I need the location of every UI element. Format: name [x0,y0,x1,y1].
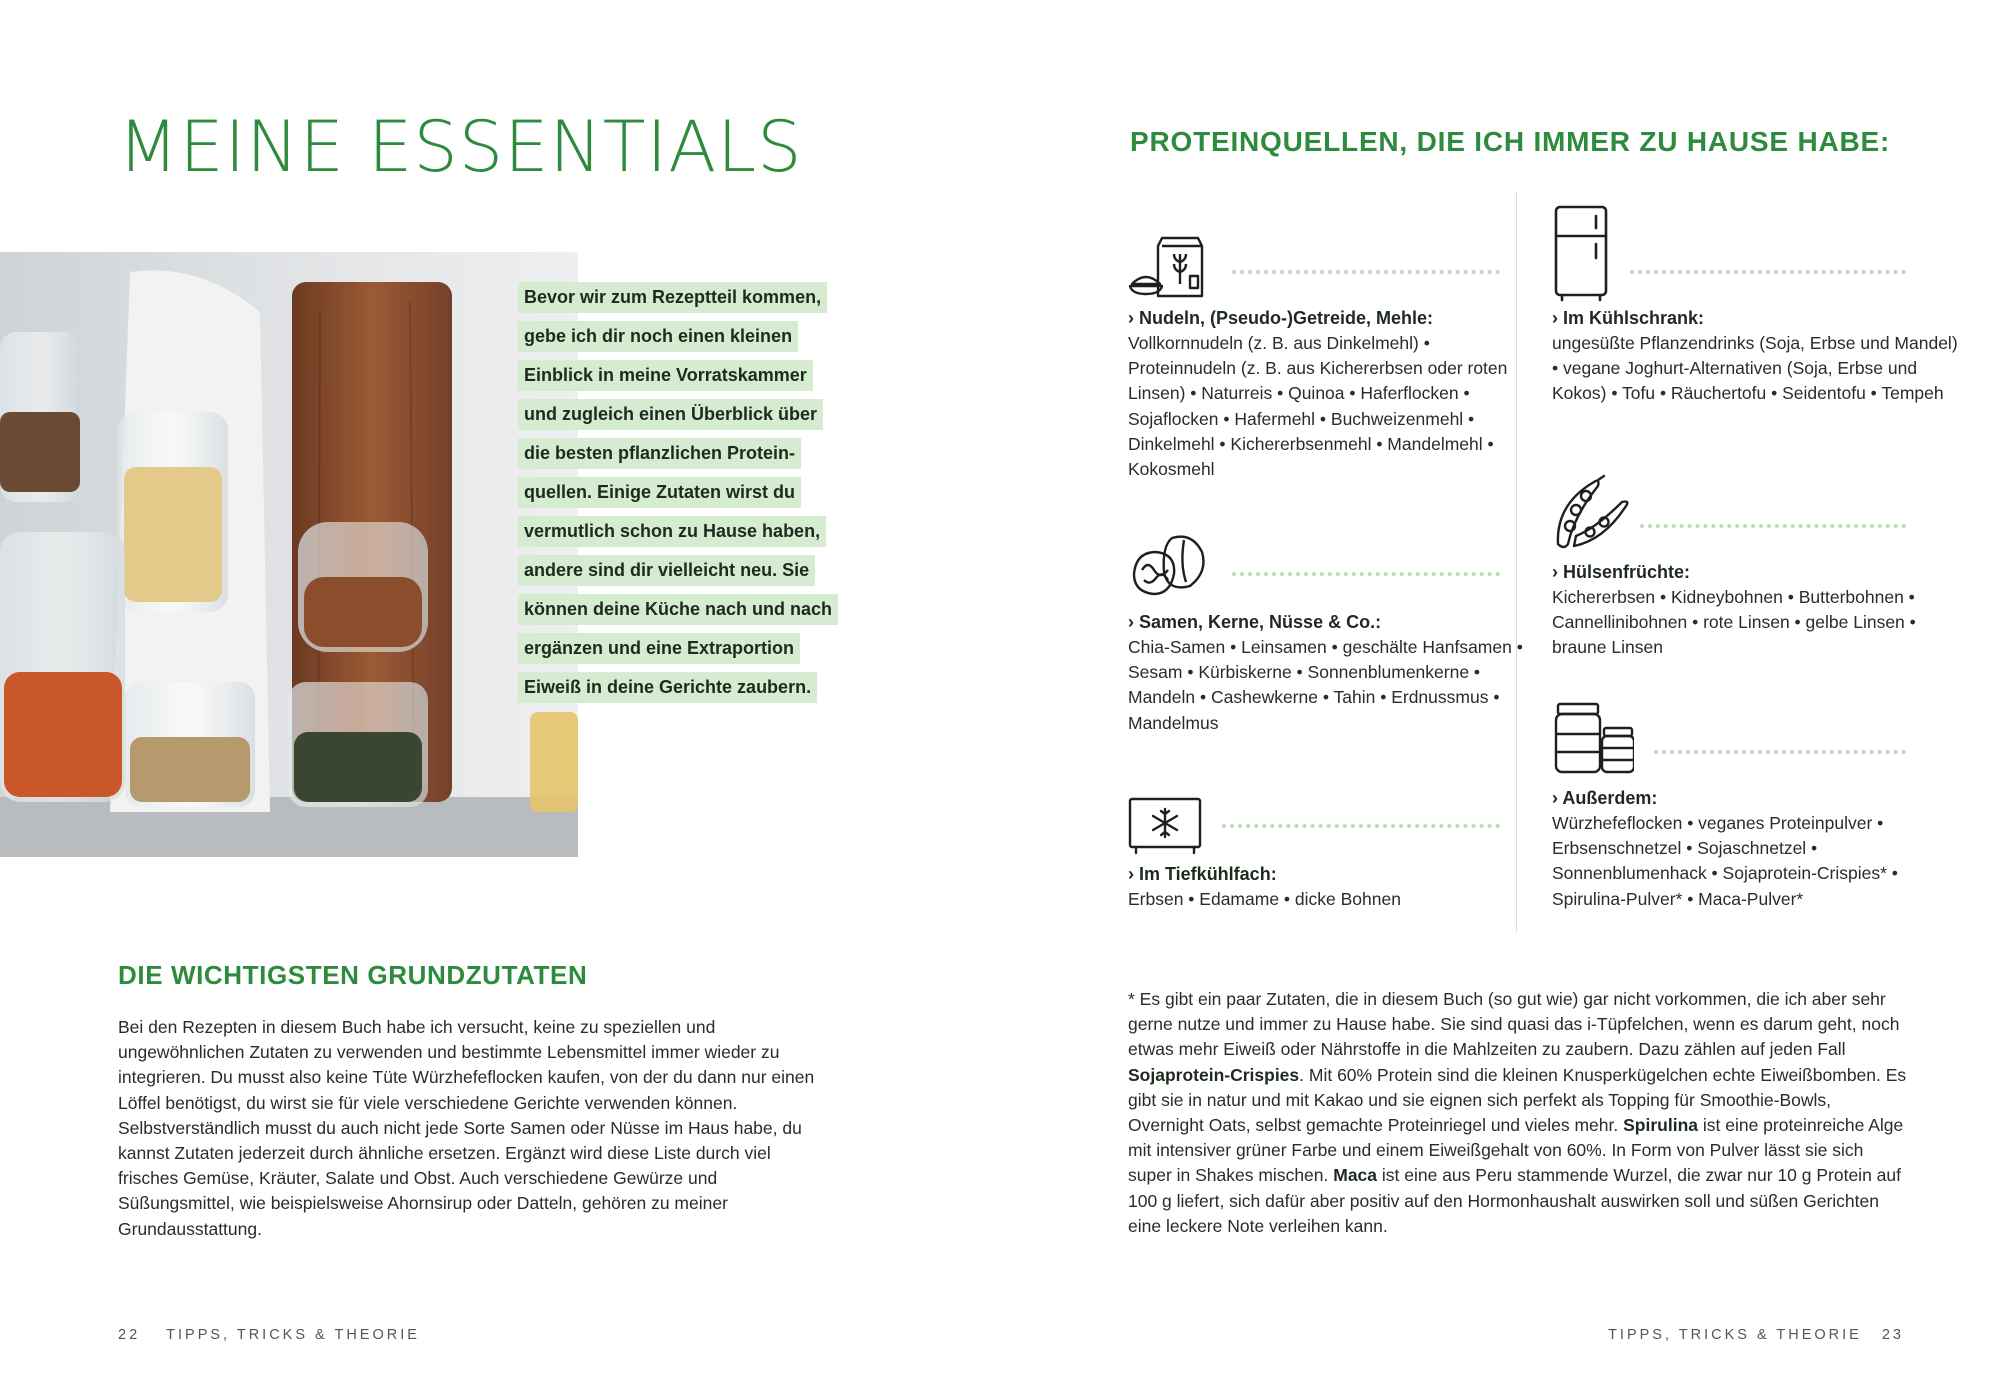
dotted-separator [1630,270,1906,274]
jars-icon [1552,700,1634,774]
footnote-bold-term: Sojaprotein-Crispies [1128,1064,1300,1085]
footnote-paragraph [1128,987,1908,1239]
category-kuehlschrank [1552,306,1962,407]
footer-right [1608,1327,1904,1343]
intro-line: die besten pflanzlichen Protein- [518,438,801,469]
category-ausserdem [1552,786,1962,912]
fridge-icon [1552,204,1610,302]
category-tiefkuehlfach [1128,862,1538,912]
intro-line: ergänzen und eine Extraportion [518,633,800,664]
category-title: › Im Tiefkühlfach: [1128,864,1277,884]
intro-line: andere sind dir vielleicht neu. Sie [518,555,815,586]
grain-bag-icon [1128,232,1210,300]
category-items: Vollkornnudeln (z. B. aus Dinkelmehl) • Proteinnudeln (z. B. aus Kichererbsen oder roten Linsen) • Naturreis • Quinoa • Haferflocken • Sojaflocken • Hafermehl • Buchweizenmehl • Dinkelmehl • Kichererbsenmehl • Mandelmehl • Kokosmehl [1128,333,1508,480]
peas-icon [1552,474,1632,550]
category-items: ungesüßte Pflanzendrinks (Soja, Erbse und Mandel) • vegane Joghurt-Alternativen (Soja, Erbse und Kokos) • Tofu • Räuchertofu • Seidentofu • Tempeh [1552,333,1958,404]
category-title: › Samen, Kerne, Nüsse & Co.: [1128,612,1382,632]
category-items: Kichererbsen • Kidneybohnen • Butterbohnen • Cannellinibohnen • rote Linsen • gelbe Linsen • braune Linsen [1552,587,1916,658]
dotted-separator [1654,750,1906,754]
intro-line: Bevor wir zum Rezeptteil kommen, [518,282,827,313]
category-title: › Außerdem: [1552,788,1658,808]
intro-line: und zugleich einen Überblick über [518,399,823,430]
grundzutaten-paragraph: Bei den Rezepten in diesem Buch habe ich versucht, keine zu speziellen und ungewöhnlichen Zutaten zu verwenden und bestimmte Lebensmittel immer wieder zu integrieren. Du musst also keine Tüte Würzhefeflocken kaufen, von der du dann nur einen Löffel benötigst, du wirst sie für viele verschiedene Gerichte verwenden können. Selbstverständlich musst du auch nicht jede Sorte Samen oder Nüsse im Haus habe, du kannst Zutaten jederzeit durch ähnliche ersetzen. Ergänzt wird diese Liste durch viel frisches Gemüse, Kräuter, Salate und Obst. Auch verschiedene Gewürze und Süßungsmittel, wie beispielsweise Ahornsirup oder Datteln, gehören zu meiner Grundausstattung. [118,1017,815,1239]
footnote-text: * Es gibt ein paar Zutaten, die in diesem Buch (so gut wie) gar nicht vorkommen, die ich aber sehr gerne nutze und immer zu Hause habe. Sie sind quasi das i-Tüpfelchen, wenn es darum geht, noch etwas mehr Eiweiß oder Nährstoffe in die Mahlzeiten zu zaubern. Dazu zählen auf jeden Fall [1128,989,1900,1060]
category-title: › Im Kühlschrank: [1552,308,1705,328]
footnote-text: . Mit 60% Protein sind die kleinen Knusperkügelchen echte Eiweißbomben. Es gibt sie in natur und mit Kakao und sie eignen sich perfekt als Topping für Smoothie-Bowls, Overnight Oats, selbst gemachte Proteinriegel und vieles mehr. [1128,1064,1907,1136]
footnote-text: ist eine proteinreiche Alge mit intensiver grüner Farbe und einem Eiweißgehalt von 60%. In Form von Pulver lässt sie sich super in Shakes mischen. [1128,1115,1904,1186]
intro-line: vermutlich schon zu Hause haben, [518,516,826,547]
page-number: 23 [1881,1327,1904,1343]
section-heading-proteinquellen: PROTEINQUELLEN, DIE ICH IMMER ZU HAUSE HABE: [1130,126,1891,157]
category-huelsenfruechte [1552,560,1962,661]
page-number: 22 [118,1327,141,1343]
page-title: MEINE ESSENTIALS [118,106,803,188]
category-items: Würzhefeflocken • veganes Proteinpulver • Erbsenschnetzel • Sojaschnetzel • Sonnenblumenhack • Sojaprotein-Crispies* • Spirulina-Pulver* • Maca-Pulver* [1552,813,1898,909]
dotted-separator [1232,270,1500,274]
intro-line: quellen. Einige Zutaten wirst du [518,477,801,508]
section-heading-grundzutaten: DIE WICHTIGSTEN GRUNDZUTATEN [118,960,588,990]
dotted-separator [1232,572,1500,576]
footnote-text: ist eine aus Peru stammende Wurzel, die zwar nur 10 g Protein auf 100 g liefert, sich dafür aber positiv auf den Hormonhaushalt auswirken soll und süßen Gerichten eine leckere Note verleihen kann. [1128,1165,1901,1236]
category-title: › Hülsenfrüchte: [1552,562,1691,582]
intro-highlight-text [518,282,858,711]
category-title: › Nudeln, (Pseudo-)Getreide, Mehle: [1128,308,1434,328]
running-footer-label: TIPPS, TRICKS & THEORIE [166,1327,420,1343]
nuts-icon [1128,530,1210,602]
footnote-bold-term: Maca [1333,1165,1378,1186]
dotted-separator [1222,824,1500,828]
freezer-icon [1128,795,1204,855]
intro-line: können deine Küche nach und nach [518,594,838,625]
category-samen [1128,610,1538,736]
footer-left [118,1327,420,1343]
running-footer-label: TIPPS, TRICKS & THEORIE [1608,1327,1862,1343]
pantry-photo [0,252,578,857]
intro-line: gebe ich dir noch einen kleinen [518,321,798,352]
intro-line: Einblick in meine Vorratskammer [518,360,813,391]
intro-line: Eiweiß in deine Gerichte zaubern. [518,672,817,703]
column-divider [1516,192,1517,932]
footnote-bold-term: Spirulina [1623,1115,1698,1136]
category-items: Erbsen • Edamame • dicke Bohnen [1128,889,1401,909]
category-items: Chia-Samen • Leinsamen • geschälte Hanfsamen • Sesam • Kürbiskerne • Sonnenblumenkerne • Mandeln • Cashewkerne • Tahin • Erdnussmus • Mandelmus [1128,637,1523,733]
dotted-separator [1640,524,1906,528]
category-nudeln [1128,306,1538,482]
